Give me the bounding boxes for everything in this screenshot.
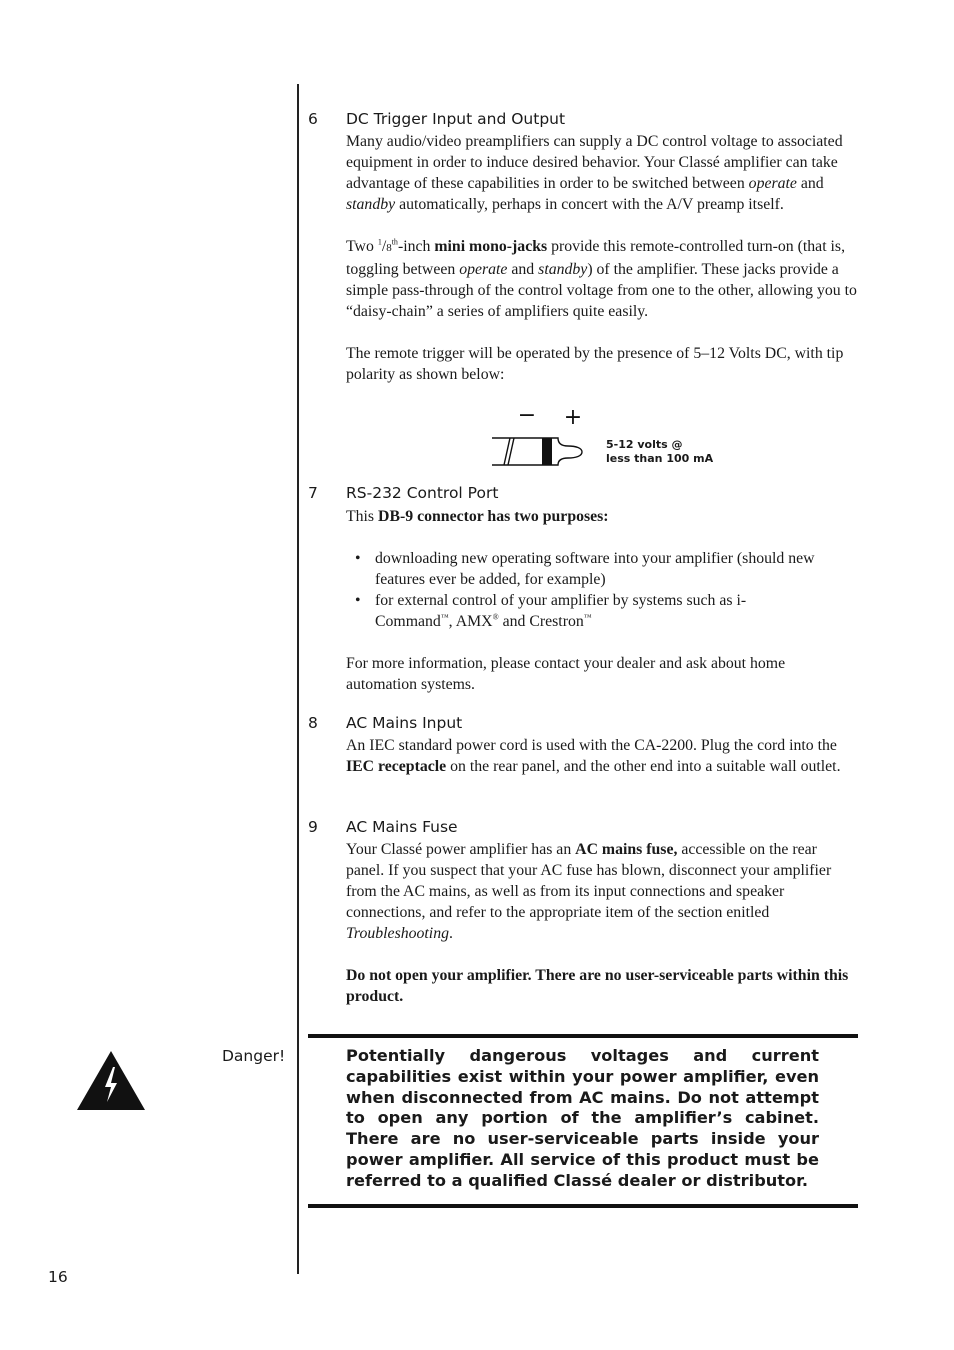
section-number-7: 7 [308, 484, 318, 502]
page-number: 16 [48, 1268, 68, 1286]
text: / [381, 238, 387, 255]
text: , AMX [448, 613, 493, 630]
section-body-dc-trigger [346, 131, 858, 385]
section-title-rs232: RS-232 Control Port [346, 484, 499, 502]
italic-text: Troubleshooting [346, 925, 449, 942]
bold-text: Do not open your amplifier. There are no user-serviceable parts within this product. [346, 967, 849, 1005]
bullet-icon: • [355, 550, 361, 567]
paragraph [346, 236, 858, 322]
section-title-ac-mains-fuse: AC Mains Fuse [346, 818, 458, 836]
section-body-ac-mains-input [346, 735, 858, 777]
text: and Crestron [498, 613, 584, 630]
italic-text: operate [748, 175, 797, 192]
text: ) of the amplifier. These jacks provide a simple pass-through of the control voltage from one to the other, allowing you to “daisy-chain” a series of amplifiers quite easily. [346, 261, 857, 320]
text: for external control of your amplifier by systems such as i-Command [375, 592, 747, 630]
text: and [796, 175, 824, 192]
list-item [346, 590, 823, 632]
text: accessible on the rear panel. If you suspect that your AC fuse has blown, disconnect your amplifier from the AC mains, as well as from its input connections and speaker connections, and refer to the appropriate item of the section enitled [346, 841, 832, 921]
danger-bottom-rule [308, 1204, 858, 1208]
text: -inch [397, 238, 435, 255]
paragraph [346, 839, 858, 944]
text: 8 [386, 242, 392, 254]
registered-mark: ® [492, 612, 499, 622]
text: . [449, 925, 453, 942]
list-item [346, 548, 823, 590]
jack-voltage-label [606, 438, 713, 466]
italic-text: standby [346, 196, 396, 213]
danger-label: Danger! [222, 1047, 286, 1065]
bold-text: mini mono-jacks [434, 238, 548, 255]
bold-text: DB-9 connector has two purposes: [378, 508, 609, 525]
text: Two [346, 238, 378, 255]
paragraph [346, 131, 858, 215]
text: This [346, 508, 379, 525]
section-title-dc-trigger: DC Trigger Input and Output [346, 110, 566, 128]
text: provide this remote-controlled turn-on (that is, toggling between [346, 238, 846, 278]
paragraph [346, 506, 858, 527]
bold-text: AC mains fuse, [575, 841, 678, 858]
text: and [507, 261, 539, 278]
superscript: 1 [377, 237, 382, 247]
superscript: th [391, 237, 398, 247]
voltage-label: 5-12 volts @ [606, 438, 683, 451]
text: Many audio/video preamplifiers can supply a DC control voltage to associated equipment in order to induce desired behavior. Your Classé amplifier can take advantage of these capabilities in order to be switched between [346, 133, 843, 192]
danger-top-rule [308, 1034, 858, 1038]
section-body-rs232 [346, 506, 858, 695]
paragraph [346, 735, 858, 777]
warning-paragraph [346, 965, 858, 1007]
section-title-ac-mains-input: AC Mains Input [346, 714, 463, 732]
bullet-icon: • [355, 592, 361, 609]
section-number-8: 8 [308, 714, 318, 732]
italic-text: operate [459, 261, 508, 278]
jack-sleeve-band [542, 438, 552, 465]
danger-warning-text: Potentially dangerous voltages and current capabilities exist within your power amplifier, even when disconnected from AC mains. Do not attempt to open any portion of the amplifier’s cabinet. There are no user-serviceable parts inside your power amplifier. All service of this product must be referred to a qualified Classé dealer or distributor. [346, 1046, 819, 1190]
trademark: ™ [583, 612, 592, 622]
section-number-9: 9 [308, 818, 318, 836]
section-body-ac-mains-fuse [346, 839, 858, 1007]
jack-plug-icon [492, 438, 582, 465]
section-number-6: 6 [308, 110, 318, 128]
text: downloading new operating software into your amplifier (should new features ever be added, for example) [375, 550, 815, 588]
bold-text: IEC receptacle [346, 758, 447, 775]
paragraph: For more information, please contact your dealer and ask about home automation systems. [346, 655, 786, 693]
paragraph: The remote trigger will be operated by the presence of 5–12 Volts DC, with tip polarity as shown below: [346, 345, 844, 383]
current-label: less than 100 mA [606, 452, 714, 465]
text: on the rear panel, and the other end into a suitable wall outlet. [446, 758, 841, 775]
text: automatically, perhaps in concert with the A/V preamp itself. [395, 196, 784, 213]
mini-jack-polarity-diagram [488, 402, 598, 470]
high-voltage-warning-icon [76, 1050, 146, 1111]
trademark: ™ [440, 612, 449, 622]
text: An IEC standard power cord is used with the CA-2200. Plug the cord into the [346, 737, 837, 754]
plus-sign: + [563, 405, 583, 430]
italic-text: standby [538, 261, 588, 278]
minus-sign: − [517, 403, 537, 428]
text: Your Classé power amplifier has an [346, 841, 576, 858]
margin-rule [297, 84, 299, 1274]
